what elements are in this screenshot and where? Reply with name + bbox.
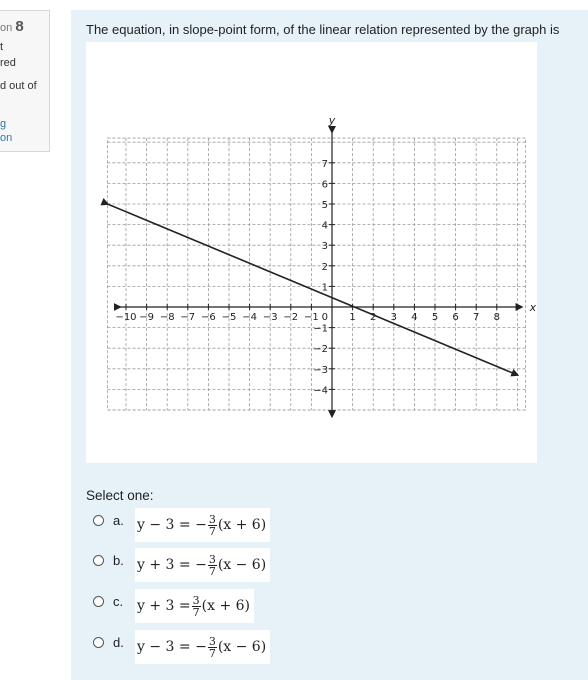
x-tick-label: −2: [283, 312, 299, 323]
equation-right: (x − 6): [217, 557, 267, 573]
y-tick-label: 6: [321, 179, 328, 191]
question-label: on: [0, 22, 13, 34]
y-tick-label: −2: [313, 344, 328, 356]
fraction: [208, 636, 217, 659]
x-tick-label: −1: [304, 312, 319, 323]
x-tick-label: 1: [349, 312, 356, 323]
x-tick-label: 7: [473, 312, 480, 323]
x-tick-label: 8: [493, 312, 500, 323]
fraction-numerator: 3: [208, 552, 216, 566]
option-letter: d.: [113, 635, 124, 650]
equation-right: (x − 6): [217, 639, 267, 655]
equation-left: y + 3 = −: [137, 557, 207, 573]
y-tick-label: −3: [313, 364, 328, 376]
x-tick-label: 5: [431, 312, 439, 323]
fraction-denominator: 7: [192, 605, 200, 619]
question-text: The equation, in slope-point form, of the linear relation represented by the graph is: [86, 22, 560, 37]
equation-left: y + 3 =: [137, 598, 191, 614]
fraction-denominator: 7: [208, 646, 216, 660]
equation-left: y − 3 = −: [137, 639, 207, 655]
equation-right: (x + 6): [201, 598, 250, 614]
radio-button[interactable]: [93, 555, 104, 566]
x-tick-label: −7: [180, 312, 196, 323]
y-axis-label: y: [328, 113, 336, 127]
y-tick-label: 7: [321, 158, 328, 170]
flag-question-link-1[interactable]: g: [0, 118, 7, 130]
fraction-numerator: 3: [208, 634, 216, 648]
option-equation: [135, 630, 270, 664]
x-tick-label: −9: [139, 312, 154, 323]
x-tick-label: 6: [452, 312, 459, 323]
fraction: [192, 595, 201, 618]
option-equation: [135, 508, 270, 542]
radio-button[interactable]: [93, 637, 104, 648]
x-tick-label: −5: [221, 312, 237, 323]
equation-left: y − 3 = −: [137, 517, 207, 533]
question-info-panel: [0, 10, 50, 152]
option-letter: b.: [113, 553, 124, 568]
y-tick-label: 4: [321, 220, 328, 232]
option-letter: a.: [113, 513, 124, 528]
question-number-value: 8: [15, 18, 24, 35]
info-line-3: d out of: [0, 80, 37, 92]
x-axis-label: x: [529, 301, 537, 314]
option-equation: [135, 589, 254, 623]
fraction-denominator: 7: [208, 524, 216, 538]
x-tick-label: 4: [411, 312, 418, 323]
question-content: [71, 10, 588, 680]
radio-button[interactable]: [93, 596, 104, 607]
y-tick-label: 1: [321, 282, 328, 294]
x-tick-label: −6: [201, 312, 216, 323]
x-tick-label: −10: [115, 312, 137, 323]
y-tick-label: 5: [321, 200, 328, 211]
y-tick-label: −1: [313, 323, 328, 335]
y-tick-label: 3: [321, 241, 328, 253]
y-tick-label: 2: [321, 261, 328, 273]
fraction-denominator: 7: [208, 564, 216, 578]
fraction: [208, 514, 217, 537]
fraction-numerator: 3: [208, 512, 216, 526]
x-tick-label: 3: [390, 312, 397, 323]
info-line-2: red: [0, 57, 16, 69]
coordinate-graph: [86, 42, 537, 463]
info-line-1: t: [0, 41, 4, 53]
graph-container: [86, 42, 537, 463]
y-tick-label: −4: [313, 385, 328, 397]
origin-label: 0: [321, 312, 328, 323]
equation-right: (x + 6): [217, 517, 267, 533]
option-equation: [135, 548, 270, 582]
fraction: [208, 554, 217, 577]
fraction-numerator: 3: [192, 593, 200, 607]
x-tick-label: −3: [262, 312, 278, 323]
select-one-label: Select one:: [86, 488, 154, 503]
x-tick-label: −4: [242, 312, 257, 323]
flag-question-link-2[interactable]: on: [0, 132, 13, 144]
radio-button[interactable]: [93, 515, 104, 526]
question-number: [0, 18, 24, 35]
option-letter: c.: [113, 594, 124, 609]
x-tick-label: 2: [370, 312, 377, 323]
x-tick-label: −8: [159, 312, 175, 323]
